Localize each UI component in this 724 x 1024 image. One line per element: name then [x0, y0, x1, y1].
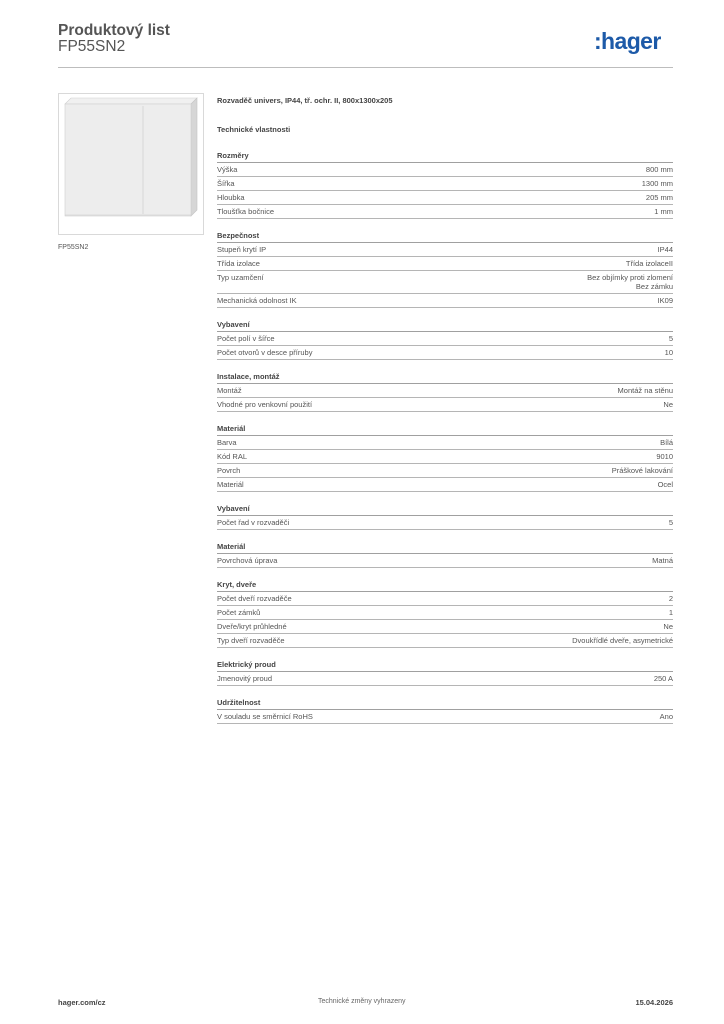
spec-row — [217, 592, 673, 606]
spec-label: Dveře/kryt průhledné — [217, 622, 287, 631]
spec-row — [217, 634, 673, 648]
spec-label: Počet řad v rozvaděči — [217, 518, 290, 527]
spec-row — [217, 257, 673, 271]
spec-section — [217, 542, 673, 568]
spec-row — [217, 620, 673, 634]
spec-value: 1300 mm — [641, 179, 673, 188]
section-title: Bezpečnost — [217, 231, 673, 243]
spec-value: Montáž na stěnu — [617, 386, 673, 395]
spec-label: Povrchová úprava — [217, 556, 278, 565]
spec-row — [217, 436, 673, 450]
section-title: Instalace, montáž — [217, 372, 673, 384]
spec-value: Matná — [652, 556, 673, 565]
spec-value: 250 A — [653, 674, 673, 683]
spec-section — [217, 151, 673, 219]
spec-value: Třída izolaceII — [625, 259, 673, 268]
spec-row — [217, 243, 673, 257]
image-caption: FP55SN2 — [58, 244, 89, 251]
spec-label: Kód RAL — [217, 452, 248, 461]
spec-label: Typ uzamčení — [217, 273, 264, 282]
spec-row — [217, 332, 673, 346]
spec-value: Bez objímky proti zlomení Bez zámku — [587, 273, 673, 291]
spec-section — [217, 231, 673, 308]
spec-row — [217, 606, 673, 620]
spec-label: Barva — [217, 438, 237, 447]
spec-value: Ocel — [657, 480, 673, 489]
product-image — [58, 93, 204, 235]
spec-label: Šířka — [217, 179, 235, 188]
spec-label: Počet dveří rozvaděče — [217, 594, 292, 603]
spec-label: Vhodné pro venkovní použití — [217, 400, 313, 409]
spec-row — [217, 346, 673, 360]
spec-value: 5 — [668, 334, 673, 343]
spec-row — [217, 464, 673, 478]
spec-row — [217, 398, 673, 412]
page-title: Produktový list — [58, 22, 170, 39]
spec-value: 1 mm — [654, 207, 673, 216]
spec-row — [217, 271, 673, 294]
spec-row — [217, 672, 673, 686]
spec-value: IK09 — [657, 296, 673, 305]
specs-heading: Technické vlastnosti — [217, 125, 291, 134]
spec-value: 1 — [668, 608, 673, 617]
spec-value: 800 mm — [645, 165, 673, 174]
spec-value: 205 mm — [645, 193, 673, 202]
spec-label: Třída izolace — [217, 259, 260, 268]
spec-value: 2 — [668, 594, 673, 603]
section-title: Materiál — [217, 424, 673, 436]
spec-content — [217, 96, 673, 724]
hager-logo: :hager — [594, 28, 661, 54]
spec-sections — [217, 151, 673, 724]
spec-label: Montáž — [217, 386, 242, 395]
spec-label: Hloubka — [217, 193, 245, 202]
spec-label: Počet polí v šířce — [217, 334, 275, 343]
spec-value: 9010 — [656, 452, 673, 461]
spec-value: Ne — [663, 622, 673, 631]
spec-label: Materiál — [217, 480, 244, 489]
spec-section — [217, 580, 673, 648]
spec-row — [217, 205, 673, 219]
spec-label: Stupeň krytí IP — [217, 245, 267, 254]
header-divider — [58, 67, 673, 68]
spec-row — [217, 450, 673, 464]
spec-label: V souladu se směrnicí RoHS — [217, 712, 313, 721]
spec-row — [217, 478, 673, 492]
spec-label: Mechanická odolnost IK — [217, 296, 297, 305]
spec-value: 10 — [664, 348, 673, 357]
spec-row — [217, 294, 673, 308]
spec-section — [217, 698, 673, 724]
spec-section — [217, 424, 673, 492]
spec-row — [217, 554, 673, 568]
spec-value: Ne — [663, 400, 673, 409]
spec-value: 5 — [668, 518, 673, 527]
section-title: Materiál — [217, 542, 673, 554]
spec-section — [217, 660, 673, 686]
spec-label: Počet otvorů v desce příruby — [217, 348, 313, 357]
spec-row — [217, 191, 673, 205]
spec-section — [217, 372, 673, 412]
section-title: Vybavení — [217, 320, 673, 332]
spec-row — [217, 177, 673, 191]
section-title: Elektrický proud — [217, 660, 673, 672]
enclosure-illustration — [59, 94, 203, 234]
spec-value: IP44 — [657, 245, 673, 254]
product-description: Rozvaděč univers, IP44, tř. ochr. II, 800x1300x205 — [217, 96, 393, 105]
section-title: Vybavení — [217, 504, 673, 516]
spec-label: Typ dveří rozvaděče — [217, 636, 285, 645]
spec-value: Bílá — [660, 438, 673, 447]
spec-row — [217, 384, 673, 398]
spec-value: Ano — [659, 712, 673, 721]
section-title: Kryt, dveře — [217, 580, 673, 592]
spec-row — [217, 516, 673, 530]
spec-row — [217, 710, 673, 724]
product-code: FP55SN2 — [58, 38, 126, 55]
spec-row — [217, 163, 673, 177]
section-title: Rozměry — [217, 151, 673, 163]
footer-disclaimer: Technické změny vyhrazeny — [318, 998, 406, 1005]
spec-label: Povrch — [217, 466, 241, 475]
spec-label: Výška — [217, 165, 238, 174]
section-title: Udržitelnost — [217, 698, 673, 710]
spec-section — [217, 320, 673, 360]
footer-date: 15.04.2026 — [635, 998, 673, 1007]
spec-label: Počet zámků — [217, 608, 261, 617]
spec-value: Dvoukřídlé dveře, asymetrické — [572, 636, 673, 645]
spec-label: Jmenovitý proud — [217, 674, 273, 683]
spec-section — [217, 504, 673, 530]
spec-label: Tloušťka bočnice — [217, 207, 275, 216]
footer-website-link[interactable]: hager.com/cz — [58, 998, 106, 1007]
spec-value: Práškové lakování — [611, 466, 673, 475]
